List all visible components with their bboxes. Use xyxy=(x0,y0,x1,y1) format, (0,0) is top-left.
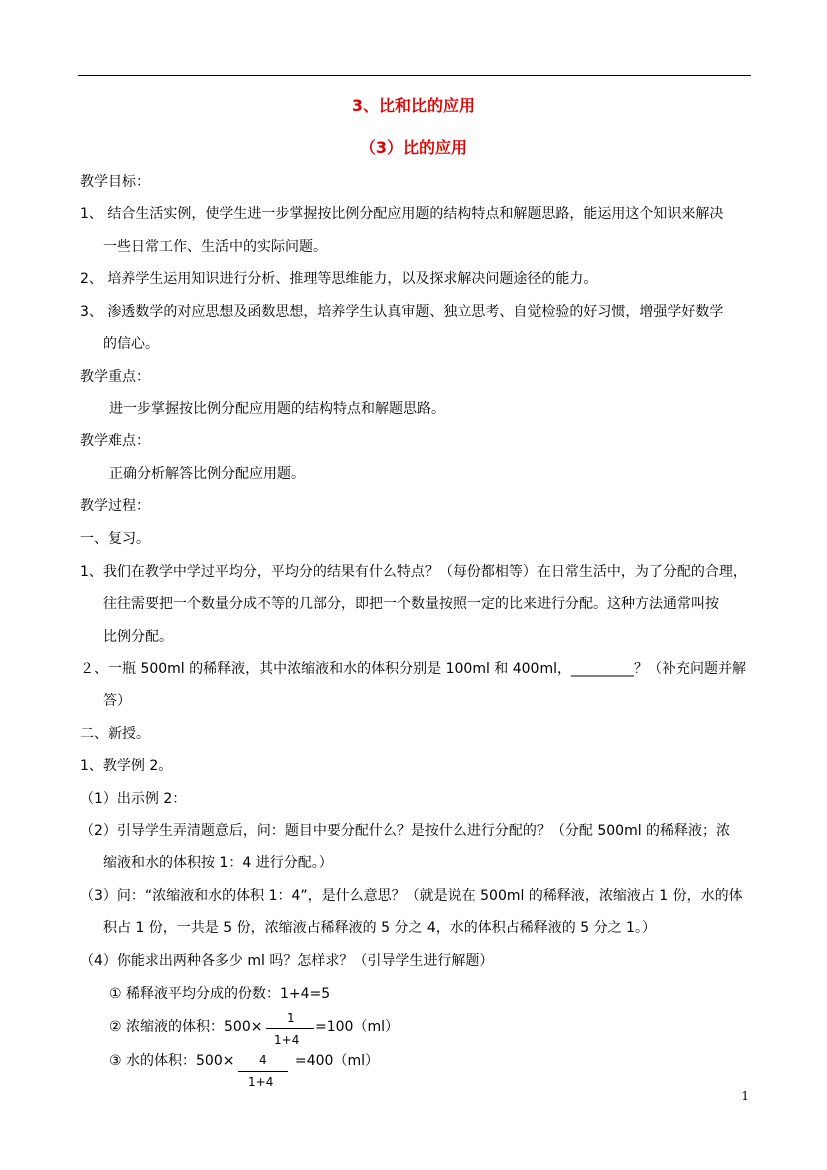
fraction-3-denominator: 1+4 xyxy=(248,1075,274,1089)
solution-step-3-prefix: ③ 水的体积：500× xyxy=(109,1053,235,1069)
fraction-2-bar xyxy=(266,1028,314,1029)
goal-3-cont: 的信心。 xyxy=(103,336,159,352)
step-2: （2）引导学生弄清题意后，问：题目中要分配什么？是按什么进行分配的？（分配 500ml 的稀释液；浓 xyxy=(80,823,731,839)
step-3-cont: 积占 1 份，一共是 5 份，浓缩液占稀释液的 5 分之 4，水的体积占稀释液的 5 分之 1。） xyxy=(103,920,656,936)
review-item-2: ２、一瓶 500ml 的稀释液，其中浓缩液和水的体积分别是 100ml 和 400ml，_________？（补充问题并解 xyxy=(80,661,746,677)
goals-heading: 教学目标： xyxy=(80,174,150,190)
solution-step-3-suffix: =400（ml） xyxy=(295,1053,379,1069)
page-number: 1 xyxy=(741,1089,749,1103)
section-title: （3）比的应用 xyxy=(359,138,468,157)
review-item-1-cont: 往往需要把一个数量分成不等的几部分，即把一个数量按照一定的比来进行分配。这种方法通常叫按 xyxy=(103,596,719,612)
fraction-3-numerator: 4 xyxy=(259,1053,267,1067)
step-1: （1）出示例 2： xyxy=(80,791,187,807)
goal-2: 2、 培养学生运用知识进行分析、推理等思维能力，以及探求解决问题途径的能力。 xyxy=(80,271,598,287)
goal-1-cont: 一些日常工作、生活中的实际问题。 xyxy=(103,239,327,255)
example-heading: 1、教学例 2。 xyxy=(80,758,173,774)
solution-step-2-suffix: =100（ml） xyxy=(315,1019,399,1035)
review-item-1-cont2: 比例分配。 xyxy=(103,629,173,645)
step-3: （3）问：“浓缩液和水的体积 1：4”，是什么意思？（就是说在 500ml 的稀释液，浓缩液占 1 份，水的体 xyxy=(80,888,743,904)
goal-1: 1、 结合生活实例，使学生进一步掌握按比例分配应用题的结构特点和解题思路，能运用这个知识来解决 xyxy=(80,206,724,222)
step-4: （4）你能求出两种各多少 ml 吗？怎样求？（引导学生进行解题） xyxy=(80,953,494,969)
focus-heading: 教学重点： xyxy=(80,369,150,385)
fraction-2-numerator: 1 xyxy=(287,1011,295,1025)
difficulty-text: 正确分析解答比例分配应用题。 xyxy=(109,466,305,482)
fraction-3-bar xyxy=(238,1071,288,1072)
solution-step-2-prefix: ② 浓缩液的体积：500× xyxy=(109,1019,263,1035)
review-item-1: 1、我们在教学中学过平均分，平均分的结果有什么特点？（每份都相等）在日常生活中，为了分配的合理， xyxy=(80,564,747,580)
difficulty-heading: 教学难点： xyxy=(80,433,150,449)
process-heading: 教学过程： xyxy=(80,498,150,514)
solution-step-1: ① 稀释液平均分成的份数：1+4=5 xyxy=(109,986,331,1002)
header-rule xyxy=(78,75,751,76)
review-heading: 一、复习。 xyxy=(80,531,150,547)
step-2-cont: 缩液和水的体积按 1：4 进行分配。） xyxy=(103,855,333,871)
goal-3: 3、 渗透数学的对应思想及函数思想，培养学生认真审题、独立思考、自觉检验的好习惯，增强学好数学 xyxy=(80,304,724,320)
page-title: 3、比和比的应用 xyxy=(351,96,476,115)
focus-text: 进一步掌握按比例分配应用题的结构特点和解题思路。 xyxy=(109,401,445,417)
new-lesson-heading: 二、新授。 xyxy=(80,726,150,742)
review-item-2-cont: 答） xyxy=(103,693,131,709)
fraction-2-denominator: 1+4 xyxy=(274,1033,300,1047)
